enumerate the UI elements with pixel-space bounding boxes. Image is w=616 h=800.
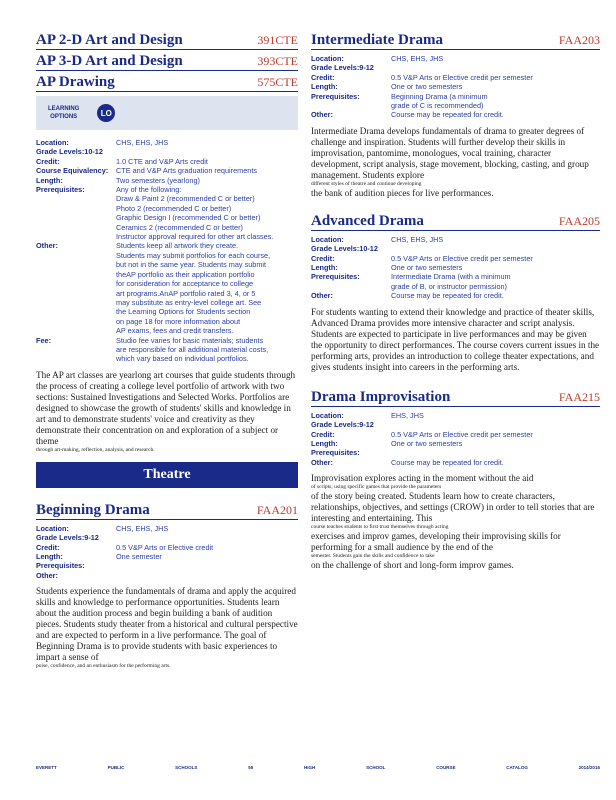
- info-value: [116, 147, 118, 156]
- info-value: [116, 157, 208, 166]
- info-label: Grade Levels:9-12: [36, 533, 99, 543]
- info-value-line: [116, 571, 118, 580]
- info-value-line: may substitute as entry-level college art. See: [116, 297, 262, 307]
- info-value: [116, 241, 270, 335]
- info-value-line: grade of C is recommended): [391, 101, 484, 111]
- footer-text: HIGH: [304, 765, 316, 770]
- info-label: Prerequisites:: [311, 448, 360, 458]
- info-value-line: Students may submit portfolios for each course,: [116, 250, 271, 260]
- footer-text: EVERETT: [36, 765, 57, 770]
- course-title: AP 3-D Art and Design: [36, 53, 183, 69]
- info-row: [36, 166, 298, 175]
- drama-improvisation: [311, 389, 600, 571]
- info-value-line: [391, 420, 393, 429]
- info-value-line: One or two semesters: [391, 438, 463, 448]
- info-row: [311, 420, 600, 429]
- info-value-line: Graphic Design I (recommended C or better): [116, 213, 261, 223]
- info-row: [311, 291, 600, 300]
- footer-text: COURSE: [436, 765, 456, 770]
- ap-title-row-3: [36, 74, 298, 92]
- advanced-drama: [311, 213, 600, 373]
- intermediate-description: [311, 126, 600, 199]
- info-value: [116, 166, 257, 175]
- info-value-line: One or two semesters: [391, 263, 463, 273]
- info-label: Credit:: [36, 542, 60, 552]
- info-value-line: AP exams, fees and credit transfers.: [116, 326, 234, 336]
- info-label: Grade Levels:9-12: [311, 420, 374, 430]
- course-code: 393CTE: [257, 54, 298, 68]
- info-value-line: Course may be repeated for credit.: [391, 457, 504, 467]
- info-value-line: 0.5 V&P Arts or Elective credit: [116, 542, 214, 552]
- info-row: [311, 272, 600, 291]
- info-label: Course Equivalency:: [36, 166, 109, 176]
- info-value-line: CHS, EHS, JHS: [116, 138, 169, 147]
- info-value: [391, 63, 393, 72]
- course-title: Beginning Drama: [36, 501, 150, 518]
- info-label: Credit:: [311, 253, 335, 263]
- info-row: [36, 157, 298, 166]
- info-label: Fee:: [36, 335, 52, 345]
- course-title-row: [311, 32, 600, 50]
- info-label: Prerequisites:: [311, 91, 360, 101]
- info-value: [391, 82, 462, 91]
- info-value: [116, 571, 118, 580]
- info-row: [36, 561, 298, 570]
- info-value: [391, 439, 462, 448]
- ap-title-row-2: [36, 53, 298, 71]
- info-row: [36, 543, 298, 552]
- info-row: [36, 552, 298, 561]
- improv-desc-text: Improvisation explores acting in the moment without the aid: [311, 473, 534, 484]
- info-label: Grade Levels:10-12: [36, 147, 103, 157]
- info-row: [36, 533, 298, 542]
- info-value: [391, 430, 533, 439]
- info-label: Other:: [311, 457, 333, 467]
- info-label: Other:: [36, 241, 58, 251]
- info-value: [391, 420, 393, 429]
- beginning-desc-text: Students experience the fundamentals of drama and apply the acquired skills and knowledge to performance opportunities. Students learn about the audition process and begin building a bank of audition pieces. Students study theater from a historical and cultural perspective and are expected to perform in a live performance. The goal of Beginning Drama is to provide students with basic experiences to impart a sense of: [36, 586, 298, 663]
- info-row: [311, 263, 600, 272]
- info-row: [311, 54, 600, 63]
- info-label: Other:: [36, 570, 58, 580]
- intermediate-info-table: [311, 54, 600, 120]
- info-row: [311, 92, 600, 111]
- info-value-line: for consideration for acceptance to college: [116, 279, 254, 289]
- footer-text: 2014/2015: [578, 765, 600, 770]
- course-title: AP 2-D Art and Design: [36, 32, 183, 48]
- info-value-line: EHS, JHS: [391, 410, 424, 420]
- info-value-line: Course may be repeated for credit.: [391, 110, 504, 120]
- info-value-line: Draw & Paint 2 (recommended C or better): [116, 194, 255, 204]
- info-value-line: 1.0 CTE and V&P Arts credit: [116, 156, 208, 166]
- info-row: [311, 448, 600, 457]
- info-label: Other:: [311, 110, 333, 120]
- info-value-line: [116, 147, 118, 156]
- improv-desc-text: of the story being created. Students learn how to create characters, relationships, objectives, and settings (CROW) in order to tell stories that are interesting and entertaining. This: [311, 491, 595, 524]
- learning-options-label: [48, 105, 79, 121]
- ap-description: [36, 370, 298, 454]
- footer-text: PUBLIC: [107, 765, 125, 770]
- beginning-desc-small: poise, confidence, and an enthusiasm for the performing arts.: [36, 663, 171, 670]
- footer-text: SCHOOL: [366, 765, 386, 770]
- info-value-line: Course may be repeated for credit.: [391, 291, 504, 301]
- intermediate-desc-end: the bank of audition pieces for live performances.: [311, 187, 494, 198]
- info-value: [116, 185, 273, 241]
- info-value: [116, 336, 268, 364]
- beginning-info-table: [36, 524, 298, 580]
- info-value-line: Intermediate Drama (with a minimum: [391, 272, 511, 282]
- options-label-line: OPTIONS: [50, 114, 78, 120]
- info-value-line: CHS, EHS, JHS: [116, 523, 169, 533]
- info-value-line: [391, 63, 393, 72]
- course-code: FAA215: [558, 389, 600, 404]
- info-row: [311, 63, 600, 72]
- info-value: [116, 552, 162, 561]
- info-label: Credit:: [36, 156, 60, 166]
- info-value: [391, 92, 488, 111]
- info-value-line: are responsible for all additional material costs,: [116, 344, 269, 354]
- info-value: [391, 54, 443, 63]
- course-title-row: [311, 213, 600, 231]
- info-label: Other:: [311, 291, 333, 301]
- info-label: Grade Levels:10-12: [311, 244, 378, 254]
- improv-info-table: [311, 411, 600, 467]
- info-value-line: [391, 244, 393, 253]
- info-value-line: Studio fee varies for basic materials; students: [116, 335, 264, 345]
- info-row: [36, 185, 298, 241]
- info-value-line: 0.5 V&P Arts or Elective credit per semester: [391, 72, 533, 82]
- info-value-line: 0.5 V&P Arts or Elective credit per semester: [391, 253, 533, 263]
- info-value-line: Ceramics 2 (recommended C or better): [116, 222, 243, 232]
- advanced-info-table: [311, 235, 600, 301]
- info-label: Location:: [311, 54, 344, 63]
- improv-desc-small: course teaches students to first trust themselves through acting: [311, 524, 449, 531]
- info-row: [311, 430, 600, 439]
- info-value: [391, 110, 504, 119]
- beginning-description: [36, 586, 298, 670]
- info-value-line: CHS, EHS, JHS: [391, 54, 444, 63]
- course-title: AP Drawing: [36, 74, 115, 90]
- improv-desc-small: semester. Students gain the skills and confidence to take: [311, 553, 435, 560]
- info-value-line: [391, 448, 393, 457]
- info-row: [36, 147, 298, 156]
- info-value-line: Any of the following:: [116, 185, 182, 195]
- info-row: [36, 524, 298, 533]
- info-value-line: [116, 561, 118, 570]
- info-value-line: which vary based on individual portfolios.: [116, 354, 249, 364]
- course-title: Drama Improvisation: [311, 388, 451, 405]
- info-value-line: grade of B, or instructor permission): [391, 281, 507, 291]
- info-label: Location:: [36, 138, 69, 147]
- course-code: FAA205: [558, 213, 600, 228]
- info-value-line: Two semesters (yearlong): [116, 175, 200, 185]
- info-value: [391, 254, 533, 263]
- ap-title-row-1: [36, 32, 298, 50]
- info-row: [311, 82, 600, 91]
- ap-desc-text: The AP art classes are yearlong art courses that guide students through the process of creating a college level portfolio of artwork with two sections: Sustained Investigations and Selected Works. Portfolios are designed to showcase the growth of students' skills and knowledge in art and to demonstrate students' voice and creativity as they demonstrate their concentration on and exploration of a subject or theme: [36, 369, 296, 446]
- info-value-line: 0.5 V&P Arts or Elective credit per semester: [391, 429, 533, 439]
- info-label: Location:: [311, 234, 344, 244]
- info-row: [36, 571, 298, 580]
- course-title: Advanced Drama: [311, 212, 424, 229]
- improv-desc-text: exercises and improv games, developing their improvising skills for performing for a small audience by the end of the: [311, 531, 561, 553]
- info-value: [116, 524, 168, 533]
- info-value: [116, 543, 213, 552]
- info-label: Location:: [311, 410, 344, 420]
- info-row: [311, 411, 600, 420]
- info-row: [36, 138, 298, 147]
- info-label: Length:: [311, 438, 338, 448]
- info-label: Credit:: [311, 429, 335, 439]
- info-row: [311, 244, 600, 253]
- intermediate-drama: [311, 32, 600, 199]
- info-value: [116, 138, 168, 147]
- options-label-line: LEARNING: [48, 106, 80, 112]
- info-value-line: Beginning Drama (a minimum: [391, 91, 488, 101]
- info-row: [311, 254, 600, 263]
- info-value-line: on page 18 for more information about: [116, 316, 241, 326]
- info-label: Length:: [311, 82, 338, 92]
- info-row: [311, 110, 600, 119]
- left-column: [36, 0, 298, 670]
- info-value-line: but not in the same year. Students may submit: [116, 260, 267, 270]
- info-label: Length:: [36, 175, 63, 185]
- info-value-line: [116, 533, 118, 542]
- info-label: Length:: [36, 551, 63, 561]
- improv-desc-text: on the challenge of short and long-form improv games.: [311, 560, 514, 571]
- course-title-row: [36, 502, 298, 520]
- info-row: [36, 336, 298, 364]
- advanced-description: For students wanting to extend their knowledge and practice of theater skills, Advanced Drama provides more intensive character and script analysis. Students are expected to participate in live performances and may be given the opportunity to direct performances. The course covers current issues in the performing arts, provides an introduction to college theater expectations, and gives students insight into careers in the performing arts.: [311, 306, 600, 372]
- info-value-line: art programs.AnAP portfolio rated 3, 4, or 5: [116, 288, 256, 298]
- info-value-line: the Learning Options for Students section: [116, 307, 251, 317]
- right-column: [311, 0, 600, 571]
- info-label: Prerequisites:: [311, 272, 360, 282]
- course-title-row: [311, 389, 600, 407]
- info-label: Length:: [311, 263, 338, 273]
- info-label: Prerequisites:: [36, 561, 85, 571]
- info-value: [391, 272, 511, 291]
- info-value: [391, 263, 462, 272]
- info-value: [116, 561, 118, 570]
- info-value: [116, 176, 200, 185]
- info-value: [391, 458, 504, 467]
- info-label: Grade Levels:9-12: [311, 63, 374, 73]
- beginning-drama: [36, 502, 298, 670]
- info-label: Prerequisites:: [36, 185, 85, 195]
- page-footer: [36, 765, 600, 770]
- course-code: 575CTE: [257, 75, 298, 89]
- intermediate-desc-small: different styles of theatre and continue developing: [311, 180, 422, 187]
- info-value: [391, 235, 443, 244]
- section-bar-theatre: Theatre: [36, 462, 298, 488]
- course-code: 391CTE: [257, 33, 298, 47]
- intermediate-desc-text: Intermediate Drama develops fundamentals of drama to greater degrees of challenge and inspiration. Students will further develop their skills in improvisation, pantomime, monologues, vocal training, character development, script analysis, stage movement, blocking, casting, and group management. Students explore: [311, 125, 589, 180]
- info-value: [391, 448, 393, 457]
- info-label: Credit:: [311, 72, 335, 82]
- footer-text: SCHOOLS: [175, 765, 198, 770]
- info-row: [36, 176, 298, 185]
- info-value: [391, 291, 504, 300]
- info-value: [391, 73, 533, 82]
- improv-description: [311, 473, 600, 571]
- info-value-line: CTE and V&P Arts graduation requirements: [116, 166, 258, 176]
- info-value-line: Photo 2 (recommended C or better): [116, 203, 232, 213]
- info-label: Location:: [36, 523, 69, 533]
- info-value: [391, 411, 424, 420]
- info-row: [36, 241, 298, 335]
- info-row: [311, 73, 600, 82]
- info-row: [311, 235, 600, 244]
- info-row: [311, 458, 600, 467]
- course-code: FAA203: [558, 33, 600, 47]
- ap-info-table: [36, 138, 298, 364]
- info-value-line: theAP portfolio as their application portfolio: [116, 269, 255, 279]
- footer-text: 55: [248, 765, 254, 770]
- ap-desc-small: through art-making, reflection, analysis, and research.: [36, 446, 155, 453]
- info-value-line: Instructor approval required for other art classes.: [116, 232, 274, 242]
- course-code: FAA201: [256, 502, 298, 517]
- improv-desc-small: of scripts, using specific games that provide the parameters: [311, 484, 442, 491]
- info-value-line: One semester: [116, 551, 162, 561]
- info-row: [311, 439, 600, 448]
- course-title: Intermediate Drama: [311, 32, 444, 48]
- info-value: [391, 244, 393, 253]
- info-value-line: Students keep all artwork they create.: [116, 241, 239, 251]
- learning-options-icon: LO: [97, 104, 115, 122]
- info-value: [116, 533, 118, 542]
- info-value-line: CHS, EHS, JHS: [391, 234, 444, 244]
- info-value-line: One or two semesters: [391, 82, 463, 92]
- ap-header: [36, 32, 298, 92]
- footer-text: CATALOG: [506, 765, 528, 770]
- learning-options-bar: [36, 96, 298, 130]
